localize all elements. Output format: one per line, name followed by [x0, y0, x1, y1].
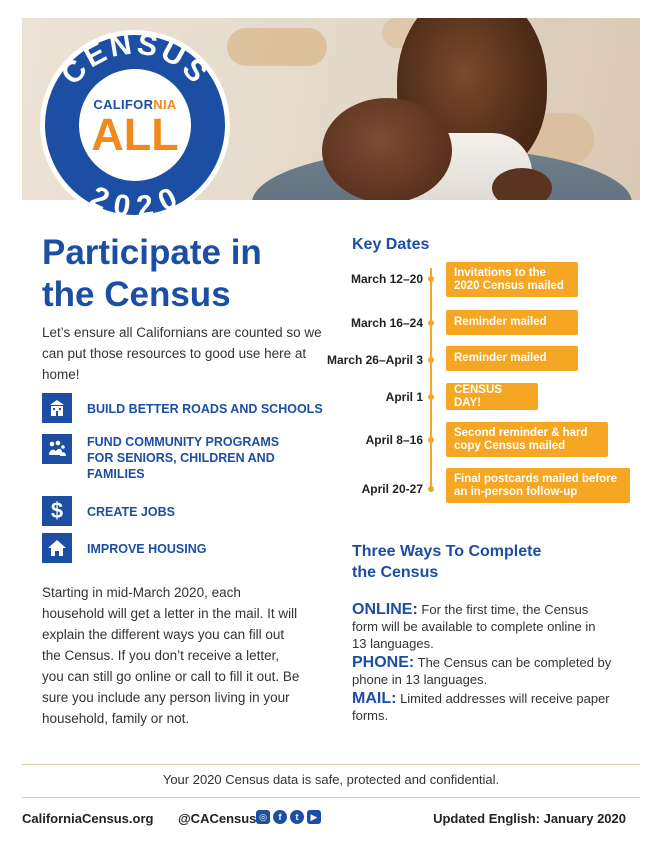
timeline-event: Reminder mailed [446, 346, 578, 371]
timeline-date: April 1 [385, 390, 423, 404]
benefit-improve-housing [42, 533, 206, 563]
timeline-event: Second reminder & hard copy Census mailed [446, 422, 608, 457]
intro-text: Let’s ensure all Californians are counted so we can put those resources to good use here at home! [42, 325, 322, 382]
page-title: Participate in the Census [42, 233, 262, 314]
footer-website[interactable]: CaliforniaCensus.org [22, 811, 154, 826]
three-ways-title: Three Ways To Complete the Census [352, 543, 542, 581]
timeline-event: Invitations to the 2020 Census mailed [446, 262, 578, 297]
social-icons [256, 810, 321, 824]
divider-bottom [22, 797, 640, 798]
svg-text:2020 [85, 180, 185, 220]
timeline-event: CENSUS DAY! [446, 383, 538, 410]
instagram-icon[interactable]: ◎ [256, 810, 270, 824]
logo-state: CALIFORNIA [93, 97, 177, 112]
twitter-icon[interactable]: t [290, 810, 304, 824]
facebook-icon[interactable]: f [273, 810, 287, 824]
census-logo [40, 30, 230, 220]
divider-top [22, 764, 640, 765]
timeline-event: Final postcards mailed before an in-person follow-up [446, 468, 630, 503]
way-online: ONLINE: For the first time, the Census form will be available to complete online in 13 languages. [352, 601, 596, 651]
logo-year: 2020 [85, 180, 185, 220]
school-building-icon [42, 393, 72, 423]
benefit-community-programs [42, 434, 287, 482]
key-dates-title: Key Dates [352, 236, 430, 253]
logo-all: ALL [91, 109, 179, 160]
timeline-date: March 12–20 [350, 272, 423, 286]
timeline-dot [428, 437, 434, 443]
timeline-date: April 8–16 [365, 433, 423, 447]
house-icon [42, 533, 72, 563]
benefit-label: IMPROVE HOUSING [87, 542, 207, 556]
benefit-roads-schools [42, 393, 323, 423]
timeline-event: Reminder mailed [446, 310, 578, 335]
footer-handle[interactable]: @CACensus [178, 811, 257, 826]
footer-updated: Updated English: January 2020 [433, 811, 626, 826]
secure-note: Your 2020 Census data is safe, protected and confidential. [162, 772, 500, 787]
youtube-icon[interactable]: ▶ [307, 810, 321, 824]
timeline-dot [428, 486, 434, 492]
timeline-dot [428, 320, 434, 326]
timeline-date: March 16–24 [350, 316, 423, 330]
benefit-create-jobs [42, 496, 175, 526]
timeline-dot [428, 394, 434, 400]
logo-top-text: CENSUS [54, 30, 216, 92]
benefit-label: BUILD BETTER ROADS AND SCHOOLS [87, 402, 323, 416]
dollar-icon: $ [42, 496, 72, 526]
timeline-date: April 20-27 [361, 482, 423, 496]
timeline-dot [428, 276, 434, 282]
timeline-dot [428, 357, 434, 363]
benefit-label: FUND COMMUNITY PROGRAMS FOR SENIORS, CHILDREN AND FAMILIES [87, 435, 280, 481]
timeline-date: March 26–April 3 [326, 353, 423, 367]
body-text: Starting in mid-March 2020, each household will get a letter in the mail. It will explain the different ways you can fill out the Census. If you don’t receive a letter, you can still go online or call to fill it out. Be sure you include any person living in your household, family or not. [42, 585, 300, 726]
benefit-label: CREATE JOBS [87, 505, 175, 519]
way-mail: MAIL: Limited addresses will receive paper forms. [352, 690, 610, 723]
family-icon [42, 434, 72, 464]
way-phone: PHONE: The Census can be completed by phone in 13 languages. [352, 654, 612, 687]
timeline-line [430, 268, 432, 492]
